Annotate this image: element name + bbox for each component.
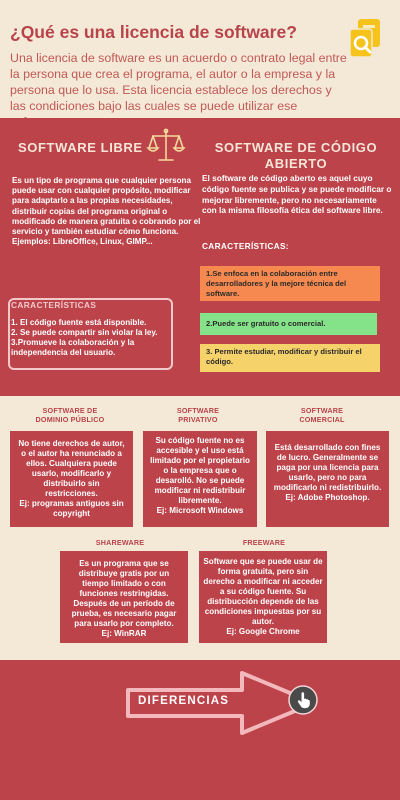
abierto-note-1: 1.Se enfoca en la colaboración entre desarrolladores y la mejore técnica del software.: [200, 266, 380, 301]
card-example: Ej: Google Chrome: [226, 627, 300, 636]
page-title: ¿Qué es una licencia de software?: [10, 22, 297, 42]
diferencias-label: DIFERENCIAS: [138, 695, 230, 707]
card-text: No tiene derechos de autor, o el autor ha renunciado a ellos. Cualquiera puede usarlo, modificarlo y distribuirlo sin restricciones.: [18, 439, 125, 498]
abierto-characteristics-heading: CARACTERÍSTICAS:: [202, 241, 289, 251]
shareware-heading: SHAREWARE: [95, 538, 145, 547]
card-text: Es un programa que se distribuye gratis por un tiempo limitado o con funciones restringidas. Después de un período de prueba, es necesario pagar para usarlo por completo.: [71, 559, 177, 628]
freeware-card: [199, 551, 327, 643]
card-text: Está desarrollado con fines de lucro. Generalmente se paga por una licencia para usarlo, pero no para modificarlo ni redistribuirlo.: [273, 443, 382, 492]
dominio-publico-heading: SOFTWARE DE DOMINIO PÚBLICO: [35, 406, 105, 424]
software-libre-description: [12, 176, 202, 247]
hand-pointer-icon[interactable]: [288, 685, 318, 715]
card-example: Ej: Adobe Photoshop.: [285, 493, 370, 502]
card-example: Ej: WinRAR: [101, 629, 147, 638]
card-example: Ej: Microsoft Windows: [156, 506, 244, 515]
card-text: Software que se puede usar de forma gratuita, pero sin derecho a modificar ni acceder a su código fuente. Su distribucción depende de las condiciones impuestas por su autor.: [203, 557, 323, 626]
software-abierto-heading: SOFTWARE DE CÓDIGO ABIERTO: [214, 140, 378, 171]
libre-examples: Ejemplos: LibreOffice, Linux, GIMP...: [12, 237, 153, 247]
list-item: 3.Promueve la colaboración y la independencia del usuario.: [11, 338, 135, 357]
document-search-icon: [349, 17, 385, 61]
list-item: 1. El código fuente está disponible.: [11, 318, 147, 327]
card-text: Su código fuente no es accesible y el uso está limitado por el propietario o la empresa que o desarolló. No se puede modificar ni redistribuir libremente.: [150, 436, 250, 505]
dominio-publico-card: [10, 431, 133, 527]
card-example: Ej: programas antiguos sin copyright: [19, 499, 124, 518]
intro-text: Una licencia de software es un acuerdo o contrato legal entre la persona que crea el programa, el autor o la empresa y la persona que lo usa. Esta licencia establece los derechos y las condiciones bajo las cuales se puede utilizar ese: [10, 51, 347, 113]
comercial-heading: SOFTWARE COMERCIAL: [299, 406, 345, 424]
list-item: 2. Se puede compartir sin violar la ley.: [11, 328, 158, 337]
software-libre-heading: SOFTWARE LIBRE: [18, 140, 143, 155]
abierto-note-2: 2.Puede ser gratuito o comercial.: [200, 313, 377, 335]
freeware-heading: FREEWARE: [242, 538, 286, 547]
privativo-card: [143, 431, 257, 527]
abierto-note-3: 3. Permite estudiar, modificar y distribuir el código.: [200, 344, 380, 372]
libre-characteristics-list: [11, 318, 176, 358]
scale-justice-icon: [146, 126, 186, 166]
software-abierto-description: El software de código aberto es aquel cuyo código fuente se publica y se puede modificar o mejorar libremente, pero no necesariamente con la misma filosofía ética del software libre.: [202, 173, 392, 216]
comercial-card: [266, 431, 389, 527]
privativo-heading: SOFTWARE PRIVATIVO: [176, 406, 220, 424]
libre-description-text: Es un tipo de programa que cualquier persona puede usar con cualquier propósito, modificar para adaptarlo a las propias necesidades, distribuir copias del programa original o modificado de manera gratuita o cobrando por el servicio y también estudiar cómo funciona.: [12, 176, 201, 237]
shareware-card: [60, 551, 188, 643]
libre-characteristics-heading: CARACTERÍSTICAS: [11, 300, 97, 310]
